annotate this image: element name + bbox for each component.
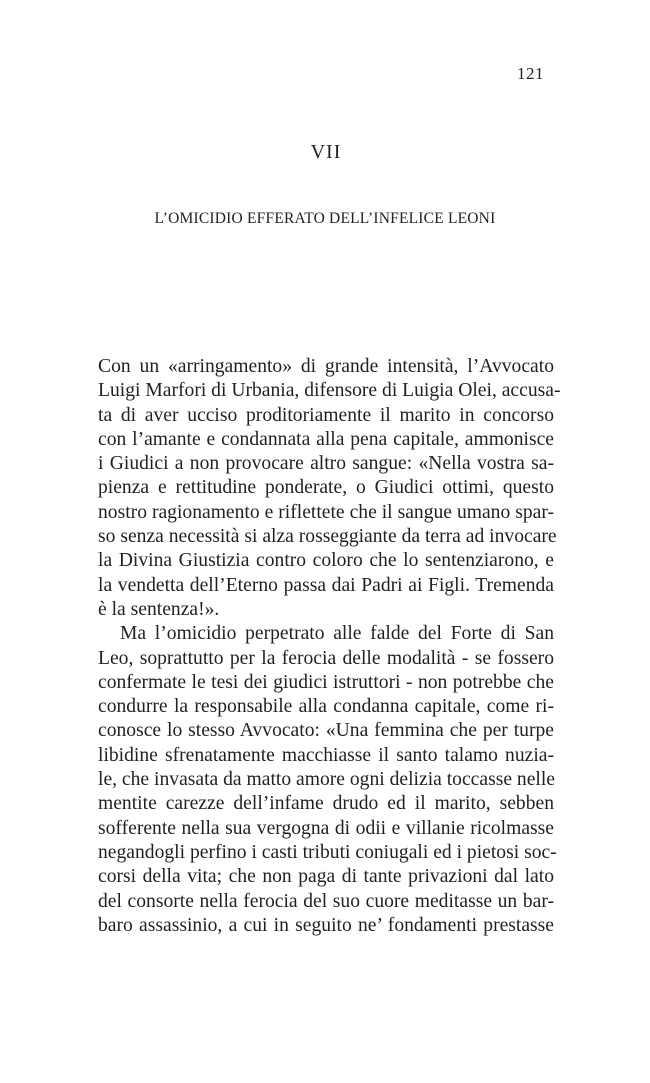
text-line: Ma l’omicidio perpetrato alle falde del Forte di San [120,623,554,645]
text-line: conosce lo stesso Avvocato: «Una femmina che per turpe [98,720,554,742]
text-line: so senza necessità si alza rosseggiante da terra ad invocare [98,526,557,548]
text-line: nostro ragionamento e riflettete che il sangue umano spar- [98,501,554,523]
text-line: pienza e rettitudine ponderate, o Giudici ottimi, questo [98,477,554,499]
text-line: Luigi Marfori di Urbania, difensore di Luigia Olei, accusa- [98,380,561,402]
text-line: negandogli perfino i casti tributi coniugali ed i pietosi soc- [98,841,557,863]
paragraph-2 [98,622,557,938]
text-line: del consorte nella ferocia del suo cuore meditasse un bar- [98,890,554,912]
text-line: la vendetta dell’Eterno passa dai Padri ai Figli. Tremenda [98,574,554,596]
text-line: condurre la responsabile alla condanna capitale, come ri- [98,696,554,718]
text-line: libidine sfrenatamente macchiasse il santo talamo nuzia- [98,744,554,766]
text-line: ta di aver ucciso proditoriamente il marito in concorso [98,404,554,426]
page-number: 121 [517,64,544,83]
text-line: la Divina Giustizia contro coloro che lo sentenziarono, e [98,550,554,572]
chapter-title: L’OMICIDIO EFFERATO DELL’INFELICE LEONI [154,210,496,227]
text-line: mentite carezze dell’infame drudo ed il marito, sebben [98,793,554,815]
paragraph-1 [98,355,561,622]
text-line: le, che invasata da matto amore ogni delizia toccasse nelle [98,769,555,791]
text-line: baro assassinio, a cui in seguito ne’ fondamenti prestasse [98,914,554,936]
text-line: con l’amante e condannata alla pena capitale, ammonisce [98,428,554,450]
text-line: corsi della vita; che non paga di tante privazioni dal lato [98,866,554,888]
chapter-numeral: VII [310,141,342,163]
text-line: i Giudici a non provocare altro sangue: «Nella vostra sa- [98,453,554,475]
text-line: è la sentenza!». [98,598,220,620]
body-text [98,355,561,938]
text-line: sofferente nella sua vergogna di odii e villanie ricolmasse [98,817,554,839]
text-line: confermate le tesi dei giudici istruttori - non potrebbe che [98,671,554,693]
text-line: Leo, soprattutto per la ferocia delle modalità - se fossero [98,647,554,669]
text-line: Con un «arringamento» di grande intensità, l’Avvocato [98,356,554,377]
